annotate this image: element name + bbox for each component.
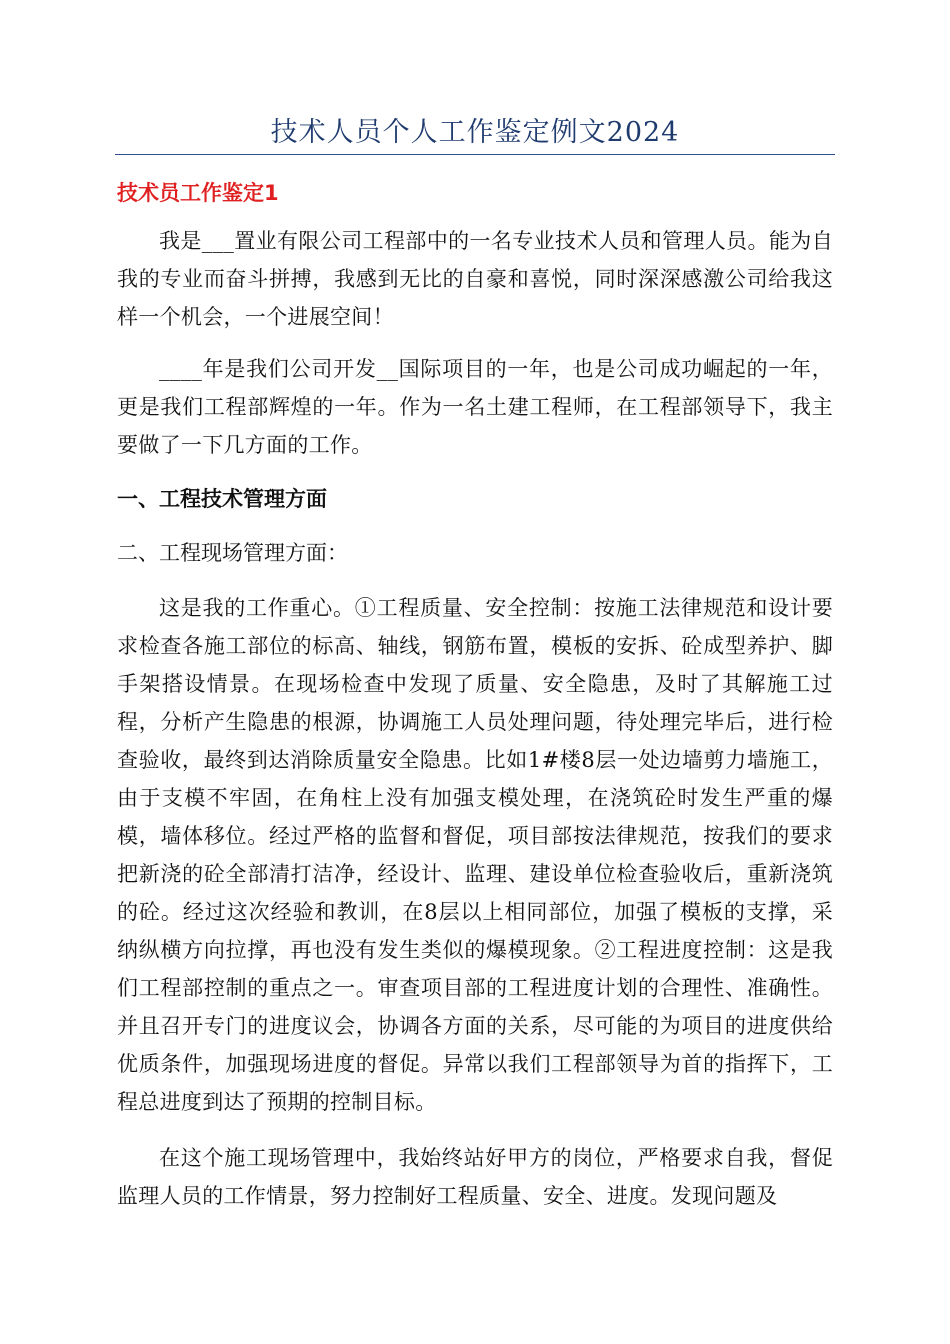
paragraph-site-management-detail: 这是我的工作重心。①工程质量、安全控制：按施工法律规范和设计要求检查各施工部位的标高、轴线，钢筋布置，模板的安拆、砼成型养护、脚手架搭设情景。在现场检查中发现了质量、安全隐患，及时了其解施工过程，分析产生隐患的根源，协调施工人员处理问题，待处理完毕后，进行检查验收，最终到达消除质量安全隐患。比如1#楼8层一处边墙剪力墙施工，由于支模不牢固，在角柱上没有加强支模处理，在浇筑砼时发生严重的爆模，墙体移位。经过严格的监督和督促，项目部按法律规范，按我们的要求把新浇的砼全部清打洁净，经设计、监理、建设单位检查验收后，重新浇筑的砼。经过这次经验和教训，在8层以上相同部位，加强了模板的支撑，采纳纵横方向拉撑，再也没有发生类似的爆模现象。②工程进度控制：这是我们工程部控制的重点之一。审查项目部的工程进度计划的合理性、准确性。并且召开专门的进度议会，协调各方面的关系，尽可能的为项目的进度供给优质条件，加强现场进度的督促。异常以我们工程部领导为首的指挥下，工程总进度到达了预期的控制目标。	[117, 596, 833, 1114]
subheading-site-management: 二、工程现场管理方面：	[117, 541, 348, 565]
paragraph-year-overview: ____年是我们公司开发__国际项目的一年，也是公司成功崛起的一年，更是我们工程部辉煌的一年。作为一名土建工程师，在工程部领导下，我主要做了一下几方面的工作。	[117, 357, 833, 457]
section-heading: 技术员工作鉴定1	[117, 181, 279, 205]
document-title: 技术人员个人工作鉴定例文2024	[270, 117, 680, 148]
paragraph-intro: 我是___置业有限公司工程部中的一名专业技术人员和管理人员。能为自我的专业而奋斗拼搏，我感到无比的自豪和喜悦，同时深深感激公司给我这样一个机会，一个进展空间！	[117, 229, 833, 329]
subheading-technical-management: 一、工程技术管理方面	[117, 487, 327, 511]
paragraph-site-management-summary: 在这个施工现场管理中，我始终站好甲方的岗位，严格要求自我，督促监理人员的工作情景，努力控制好工程质量、安全、进度。发现问题及	[117, 1146, 833, 1208]
title-divider	[115, 154, 835, 155]
